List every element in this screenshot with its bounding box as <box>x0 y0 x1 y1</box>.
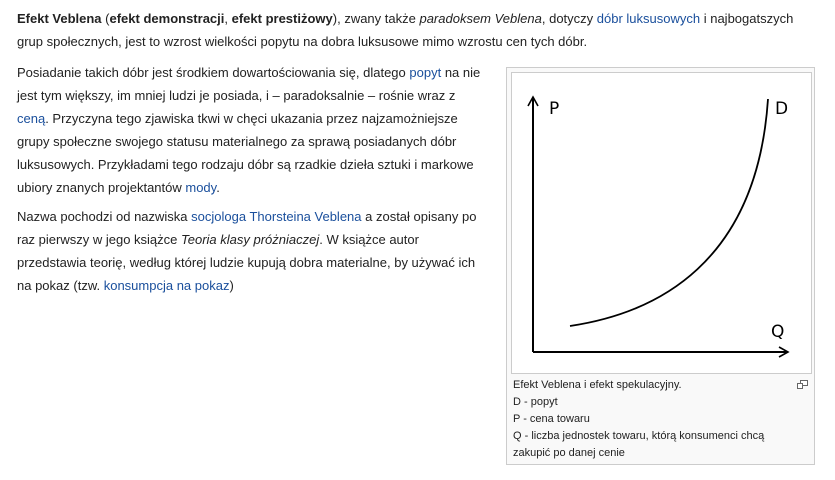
term-efekt-demonstracji: efekt demonstracji <box>109 11 225 26</box>
text-fragment: Posiadanie takich dóbr jest środkiem dowartościowania się, dlatego <box>17 65 410 80</box>
caption-line: P - cena towaru <box>513 413 590 425</box>
caption-line: D - popyt <box>513 396 558 408</box>
text-fragment: , dotyczy <box>541 11 597 26</box>
intro-paragraph <box>17 7 817 53</box>
paragraph-3 <box>17 205 489 297</box>
text-fragment: a został opisany po raz pierwszy w jego książce <box>17 209 477 247</box>
demand-curve <box>570 99 768 326</box>
term-paradoks-veblena: paradoksem Veblena <box>419 11 542 26</box>
link-thorstein-veblen[interactable]: Thorsteina Veblena <box>249 209 362 224</box>
link-mody[interactable]: mody <box>185 180 217 195</box>
caption-line: Q - liczba jednostek towaru, którą konsumenci chcą zakupić po danej cenie <box>513 430 765 459</box>
label-q: Q <box>771 322 785 342</box>
text-fragment: ), zwany także <box>332 11 420 26</box>
text-fragment: na nie jest tym większy, im mniej ludzi je posiada, i – paradoksalnie – rośnie wraz z <box>17 65 481 103</box>
paragraph-2 <box>17 61 489 199</box>
label-p: P <box>549 99 560 119</box>
link-socjologa[interactable]: socjologa <box>191 209 247 224</box>
text-fragment: . W książce autor przedstawia teorię, według której ludzie kupują dobra materialne, by używać ich na pokaz (tzw. <box>17 232 476 293</box>
link-cena[interactable]: ceną <box>17 111 46 126</box>
figure-thumbnail <box>506 67 815 465</box>
figure-image[interactable] <box>511 72 812 374</box>
veblen-demand-diagram <box>512 73 811 373</box>
text-fragment: . Przyczyna tego zjawiska tkwi w chęci ukazania przez najzamożniejsze grupy społeczne swojego statusu materialnego za sprawą posiadanych dóbr luksusowych. Przykładami tego rodzaju dóbr są rzadkie dzieła sztuki i markowe ubiory znanych projektantów <box>17 111 474 195</box>
text-fragment: , <box>224 11 232 26</box>
link-konsumpcja-na-pokaz[interactable]: konsumpcja na pokaz <box>103 278 230 293</box>
text-fragment: ) <box>229 278 234 293</box>
text-fragment: i najbogatszych grup społecznych, jest to wzrost wielkości popytu na dobra luksusowe mimo wzrostu cen tych dóbr. <box>17 11 794 49</box>
text-fragment: Nazwa pochodzi od nazwiska <box>17 209 192 224</box>
term-efekt-prestizowy: efekt prestiżowy <box>231 11 333 26</box>
link-dobr-luksusowych[interactable]: dóbr luksusowych <box>596 11 701 26</box>
text-fragment: . <box>216 180 220 195</box>
label-d: D <box>775 99 789 119</box>
figure-caption <box>513 377 803 462</box>
book-title: Teoria klasy próżniaczej <box>181 232 320 247</box>
link-popyt[interactable]: popyt <box>409 65 442 80</box>
term-efekt-veblena: Efekt Veblena <box>17 11 102 26</box>
text-fragment: ( <box>101 11 110 26</box>
caption-line: Efekt Veblena i efekt spekulacyjny. <box>513 379 682 391</box>
